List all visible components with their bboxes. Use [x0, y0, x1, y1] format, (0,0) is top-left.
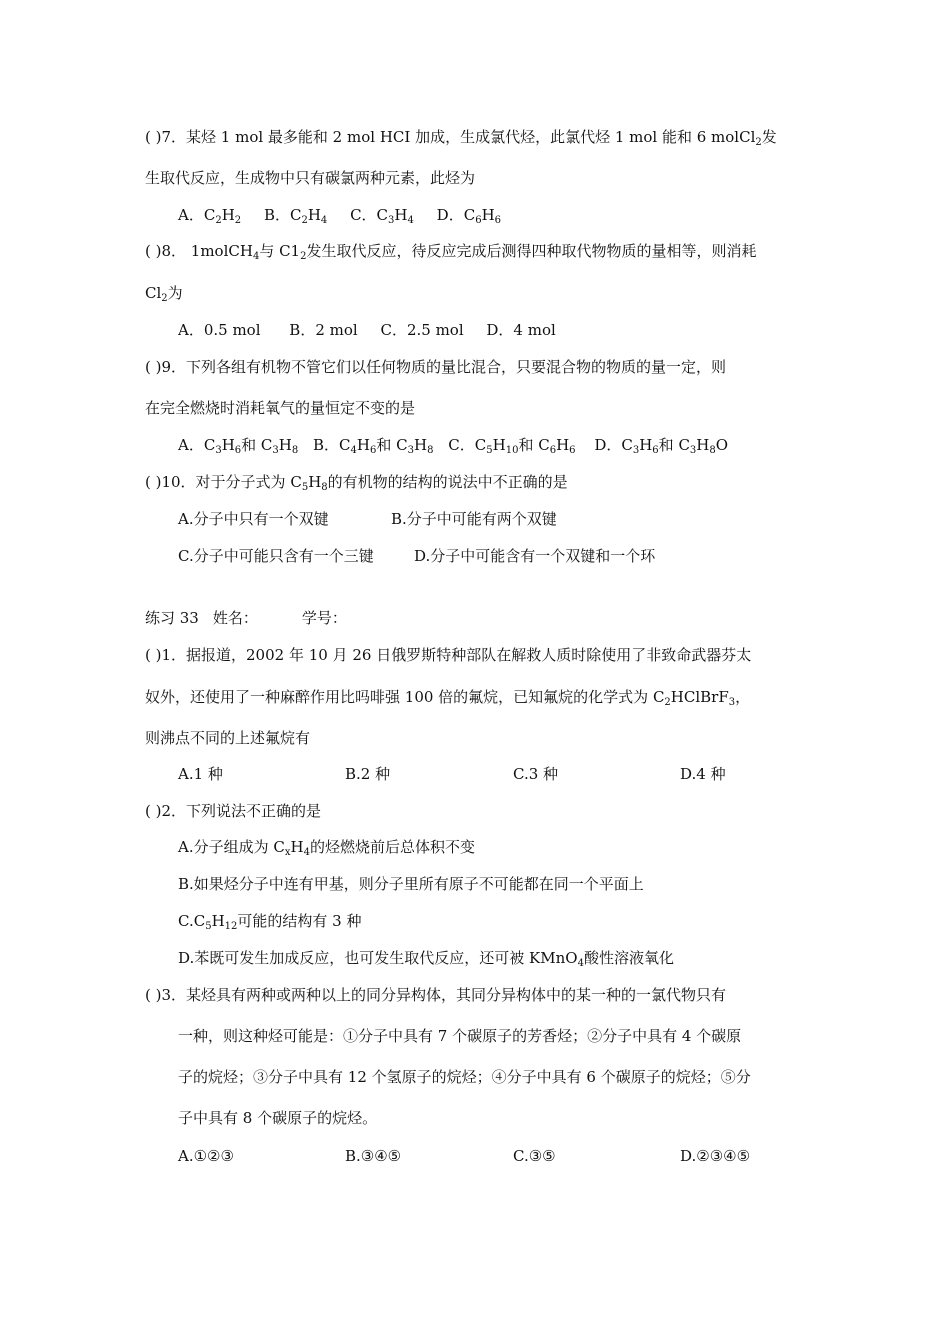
q10-option-b: B.分子中可能有两个双键	[391, 510, 557, 528]
p2-option-b: B.如果烃分子中连有甲基，则分子里所有原子不可能都在同一个平面上	[178, 875, 644, 893]
p3-line4: 子中具有 8 个碳原子的烷烃。	[178, 1109, 378, 1127]
q7-line2: 生取代反应，生成物中只有碳氯两种元素，此烃为	[145, 169, 476, 187]
p3-option-c: C.③⑤	[513, 1147, 556, 1165]
p3-option-d: D.②③④⑤	[680, 1147, 751, 1165]
p2-option-c: $C.C_5H_{12}$可能的结构有 3 种	[178, 912, 362, 932]
p3-option-b: B.③④⑤	[345, 1147, 402, 1165]
p2-option-a: A.分子组成为 $C_xH_4$的烃燃烧前后总体积不变	[178, 838, 475, 858]
q10-line1: ( )10．对于分子式为 $C_5H_8$的有机物的结构的说法中不正确的是	[145, 473, 568, 493]
p1-line3: 则沸点不同的上述氟烷有	[145, 729, 311, 747]
exercise-header	[145, 608, 347, 628]
p3-line2: 一种，则这种烃可能是：①分子中具有 7 个碳原子的芳香烃；②分子中具有 4 个碳原	[178, 1027, 742, 1045]
p1-option-c: C.3 种	[513, 765, 559, 783]
q8-line2: $Cl_2$为	[145, 284, 183, 304]
p1-option-d: D.4 种	[680, 765, 726, 783]
q9-line2: 在完全燃烧时消耗氧气的量恒定不变的是	[145, 399, 416, 417]
exercise-number: 练习 33	[145, 609, 199, 627]
q8-options: A．0.5 mol B．2 mol C．2.5 mol D．4 mol	[178, 321, 556, 339]
q10-option-a: A.分子中只有一个双键	[178, 510, 329, 528]
p3-line1: ( )3．某烃具有两种或两种以上的同分异构体，其同分异构体中的某一种的一氯代物只有	[145, 986, 727, 1004]
q10-option-c: C.分子中可能只含有一个三键	[178, 547, 374, 565]
p1-line2: 奴外，还使用了一种麻醉作用比吗啡强 100 倍的氟烷，已知氟烷的化学式为 $C_2HClBrF_3$，	[145, 688, 751, 708]
p3-option-a: A.①②③	[178, 1147, 234, 1165]
p1-option-a: A.1 种	[178, 765, 223, 783]
student-id-label: 学号：	[301, 609, 347, 627]
p1-option-b: B.2 种	[345, 765, 391, 783]
q7-line1: ( )7．某烃 1 mol 最多能和 2 mol HCI 加成，生成氯代烃，此氯代烃 1 mol 能和 6 molCl$_2$发	[145, 128, 777, 148]
q8-line1: ( )8． 1molCH$_4$与 $C1_2$发生取代反应，待反应完成后测得四种取代物物质的量相等，则消耗	[145, 242, 757, 262]
p2-line1: ( )2．下列说法不正确的是	[145, 802, 322, 820]
q10-option-d: D.分子中可能含有一个双键和一个环	[414, 547, 656, 565]
name-label: 姓名：	[212, 609, 258, 627]
q9-options: A．$C_3H_6$和 $C_3H_8$ B．$C_4H_6$和 $C_3H_8$ C．$C_5H_{10}$和 $C_6H_6$ D．$C_3H_6$和 $C_3H_8O$	[178, 436, 729, 456]
p3-line3: 子的烷烃；③分子中具有 12 个氢原子的烷烃；④分子中具有 6 个碳原子的烷烃；⑤分	[178, 1068, 751, 1086]
q7-options: A．$C_2H_2$ B．$C_2H_4$ C．$C_3H_4$ D．$C_6H_6$	[178, 206, 502, 226]
p2-option-d: D.苯既可发生加成反应，也可发生取代反应，还可被 KMnO$_4$酸性溶液氧化	[178, 949, 674, 969]
p1-line1: ( )1．据报道，2002 年 10 月 26 日俄罗斯特种部队在解救人质时除使用了非致命武器芬太	[145, 646, 752, 664]
q9-line1: ( )9．下列各组有机物不管它们以任何物质的量比混合，只要混合物的物质的量一定，则	[145, 358, 727, 376]
